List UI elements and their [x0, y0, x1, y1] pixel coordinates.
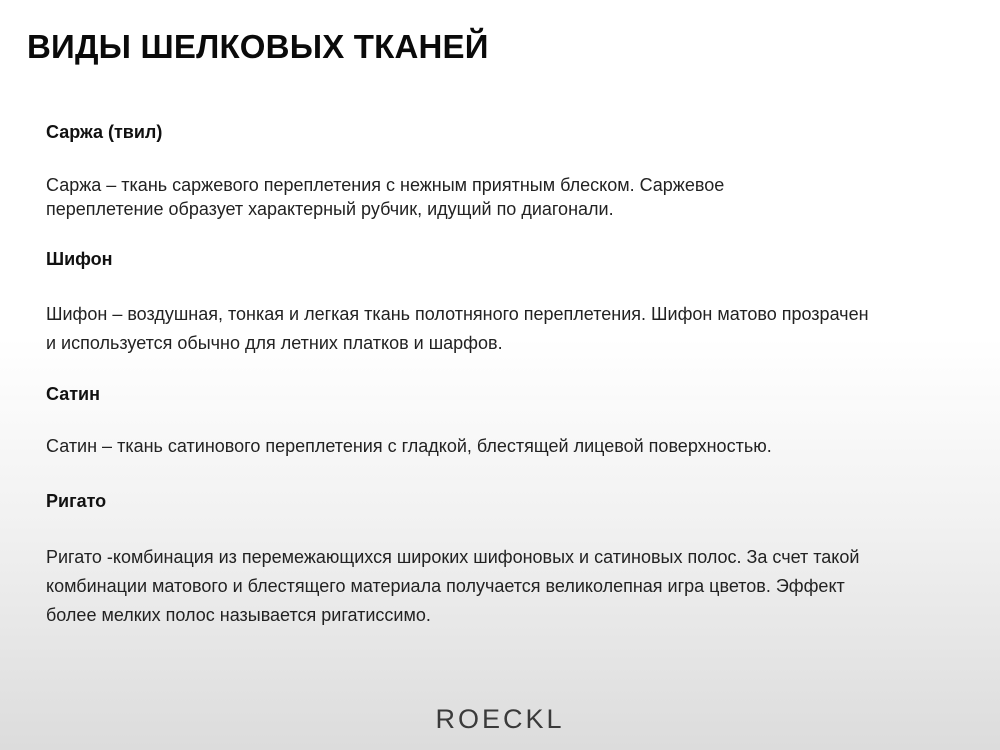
text-line: и используется обычно для летних платков и шарфов.	[46, 333, 503, 353]
text-line: Сатин – ткань сатинового переплетения с гладкой, блестящей лицевой поверхностью.	[46, 436, 772, 456]
brand-logo: ROECKL	[435, 704, 565, 734]
text-line: Шифон – воздушная, тонкая и легкая ткань полотняного переплетения. Шифон матово прозрачен	[46, 304, 869, 324]
text-line: Ригато -комбинация из перемежающихся широких шифоновых и сатиновых полос. За счет такой	[46, 547, 860, 567]
section-text-rigato	[46, 543, 859, 630]
page-title: ВИДЫ ШЕЛКОВЫХ ТКАНЕЙ	[27, 28, 489, 65]
text-line: Саржа – ткань саржевого переплетения с нежным приятным блеском. Саржевое	[46, 175, 725, 195]
text-line: переплетение образует характерный рубчик, идущий по диагонали.	[46, 199, 614, 219]
section-heading-chiffon: Шифон	[46, 249, 113, 269]
section-heading-twill: Саржа (твил)	[46, 122, 163, 142]
section-heading-satin: Сатин	[46, 384, 100, 404]
section-text-chiffon	[46, 300, 869, 358]
section-text-satin	[46, 434, 772, 458]
section-heading-rigato: Ригато	[46, 491, 107, 511]
section-text-twill	[46, 173, 724, 221]
text-line: комбинации матового и блестящего материала получается великолепная игра цветов. Эффект	[46, 576, 845, 596]
text-line: более мелких полос называется ригатиссимо.	[46, 605, 431, 625]
